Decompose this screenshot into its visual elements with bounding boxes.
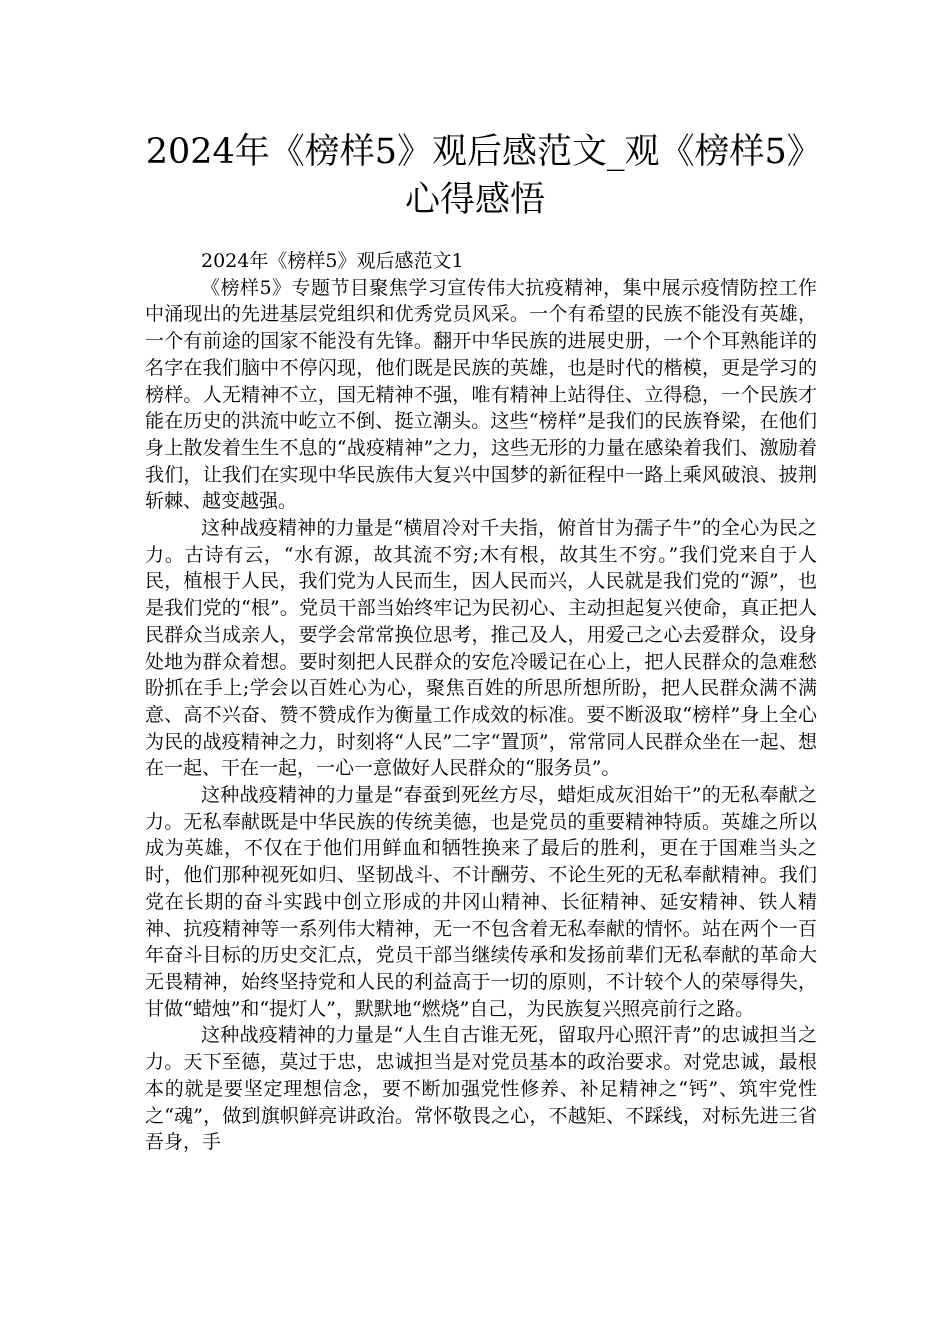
paragraph-4: 这种战疫精神的力量是“人生自古谁无死，留取丹心照汗青”的忠诚担当之力。天下至德，莫过于忠，忠诚担当是对党员基本的政治要求。对党忠诚，最根本的就是要坚定理想信念，要不断加强党性修养、补足精神之“钙”、筑牢党性之“魂”，做到旗帜鲜亮讲政治。常怀敬畏之心，不越矩、不踩线，对标先进三省吾身，手 [145,1024,817,1154]
paragraph-3: 这种战疫精神的力量是“春蚕到死丝方尽，蜡炬成灰泪始干”的无私奉献之力。无私奉献既是中华民族的传统美德，也是党员的重要精神特质。英雄之所以成为英雄，不仅在于他们用鲜血和牺牲换来了最后的胜利，更在于国难当头之时，他们那种视死如归、坚韧战斗、不计酬劳、不论生死的无私奉献精神。我们党在长期的奋斗实践中创立形成的井冈山精神、长征精神、延安精神、铁人精神、抗疫精神等一系列伟大精神，无一不包含着无私奉献的情怀。站在两个一百年奋斗目标的历史交汇点，党员干部当继续传承和发扬前辈们无私奉献的革命大无畏精神，始终坚持党和人民的利益高于一切的原则，不计较个人的荣辱得失，甘做“蜡烛”和“提灯人”，默默地“燃烧”自己，为民族复兴照亮前行之路。 [145,784,817,1020]
document-body [145,248,817,1156]
section-subheading: 2024年《榜样5》观后感范文1 [201,250,464,272]
paragraph-1: 《榜样5》专题节目聚焦学习宣传伟大抗疫精神，集中展示疫情防控工作中涌现出的先进基层党组织和优秀党员风采。一个有希望的民族不能没有英雄，一个有前途的国家不能没有先锋。翻开中华民族的进展史册，一个个耳熟能详的名字在我们脑中不停闪现，他们既是民族的英雄，也是时代的楷模，更是学习的榜样。人无精神不立，国无精神不强，唯有精神上站得住、立得稳，一个民族才能在历史的洪流中屹立不倒、挺立潮头。这些“榜样”是我们的民族脊梁，在他们身上散发着生生不息的“战疫精神”之力，这些无形的力量在感染着我们、激励着我们，让我们在实现中华民族伟大复兴中国梦的新征程中一路上乘风破浪、披荆斩棘、越变越强。 [145,276,817,513]
paragraph-2: 这种战疫精神的力量是“横眉冷对千夫指，俯首甘为孺子牛”的全心为民之力。古诗有云，“水有源，故其流不穷;木有根，故其生不穷。”我们党来自于人民，植根于人民，我们党为人民而生，因人民而兴，人民就是我们党的“源”，也是我们党的“根”。党员干部当始终牢记为民初心、主动担起复兴使命，真正把人民群众当成亲人，要学会常常换位思考，推己及人，用爱己之心去爱群众，设身处地为群众着想。要时刻把人民群众的安危冷暖记在心上，把人民群众的急难愁盼抓在手上;学会以百姓心为心，聚焦百姓的所思所想所盼，把人民群众满不满意、高不兴奋、赞不赞成作为衡量工作成效的标准。要不断汲取“榜样”身上全心为民的战疫精神之力，时刻将“人民”二字“置顶”，常常同人民群众坐在一起、想在一起、干在一起，一心一意做好人民群众的“服务员”。 [145,517,817,780]
document-title: 2024年《榜样5》观后感范文_观《榜样5》心得感悟 [145,132,805,220]
